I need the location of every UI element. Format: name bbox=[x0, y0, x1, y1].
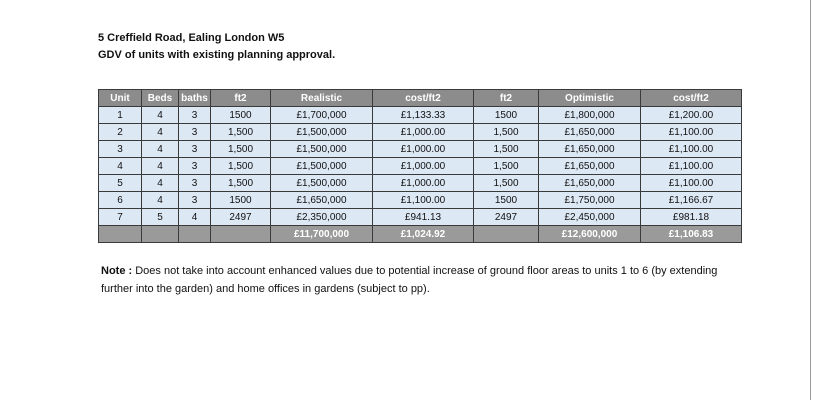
cell-optimistic: £1,650,000 bbox=[539, 141, 641, 158]
cell-optimistic-ft2: 2497 bbox=[474, 209, 539, 226]
cell-beds: 4 bbox=[142, 124, 179, 141]
table-row bbox=[99, 192, 742, 209]
table-row bbox=[99, 209, 742, 226]
cell-realistic-cost: £1,000.00 bbox=[373, 124, 474, 141]
cell-ft2: 1,500 bbox=[211, 141, 271, 158]
column-header-realistic: Realistic bbox=[271, 90, 373, 107]
cell-optimistic-cost: £1,100.00 bbox=[641, 124, 742, 141]
cell-optimistic: £1,750,000 bbox=[539, 192, 641, 209]
cell-baths: 3 bbox=[179, 107, 211, 124]
cell-ft2: 1500 bbox=[211, 107, 271, 124]
cell-realistic-cost: £1,000.00 bbox=[373, 175, 474, 192]
cell-optimistic: £1,650,000 bbox=[539, 124, 641, 141]
cell-unit: 7 bbox=[99, 209, 142, 226]
cell-optimistic-cost: £981.18 bbox=[641, 209, 742, 226]
total-realistic: £11,700,000 bbox=[271, 226, 373, 243]
cell-realistic: £1,500,000 bbox=[271, 175, 373, 192]
table-header-row bbox=[99, 90, 742, 107]
cell-realistic: £1,650,000 bbox=[271, 192, 373, 209]
cell-unit: 6 bbox=[99, 192, 142, 209]
cell-optimistic-ft2: 1,500 bbox=[474, 158, 539, 175]
cell-optimistic: £1,650,000 bbox=[539, 158, 641, 175]
footnote bbox=[101, 262, 751, 298]
total-cell-unit bbox=[99, 226, 142, 243]
cell-optimistic: £2,450,000 bbox=[539, 209, 641, 226]
cell-baths: 3 bbox=[179, 124, 211, 141]
total-cell-beds bbox=[142, 226, 179, 243]
column-header-optimistic: Optimistic bbox=[539, 90, 641, 107]
cell-beds: 4 bbox=[142, 158, 179, 175]
cell-unit: 4 bbox=[99, 158, 142, 175]
total-cell-baths bbox=[179, 226, 211, 243]
total-cell-optimistic-ft2 bbox=[474, 226, 539, 243]
total-cell-ft2 bbox=[211, 226, 271, 243]
cell-optimistic-cost: £1,100.00 bbox=[641, 141, 742, 158]
cell-realistic-cost: £1,000.00 bbox=[373, 158, 474, 175]
column-header-unit: Unit bbox=[99, 90, 142, 107]
cell-optimistic-ft2: 1,500 bbox=[474, 141, 539, 158]
cell-realistic: £1,700,000 bbox=[271, 107, 373, 124]
cell-beds: 4 bbox=[142, 175, 179, 192]
page-edge-rule bbox=[810, 0, 811, 400]
table-row bbox=[99, 175, 742, 192]
cell-realistic: £1,500,000 bbox=[271, 158, 373, 175]
column-header-baths: baths bbox=[179, 90, 211, 107]
cell-ft2: 1500 bbox=[211, 192, 271, 209]
cell-optimistic-ft2: 1,500 bbox=[474, 175, 539, 192]
table-row bbox=[99, 124, 742, 141]
note-label: Note : bbox=[101, 265, 133, 277]
cell-beds: 4 bbox=[142, 107, 179, 124]
cell-beds: 4 bbox=[142, 141, 179, 158]
cell-optimistic: £1,800,000 bbox=[539, 107, 641, 124]
cell-optimistic-ft2: 1500 bbox=[474, 107, 539, 124]
totals-row bbox=[99, 226, 742, 243]
column-header-optimistic-ft2: ft2 bbox=[474, 90, 539, 107]
cell-optimistic-cost: £1,200.00 bbox=[641, 107, 742, 124]
column-header-optimistic-cost-per-ft2: cost/ft2 bbox=[641, 90, 742, 107]
cell-realistic-cost: £1,000.00 bbox=[373, 141, 474, 158]
cell-optimistic-ft2: 1500 bbox=[474, 192, 539, 209]
cell-ft2: 1,500 bbox=[211, 158, 271, 175]
cell-realistic: £2,350,000 bbox=[271, 209, 373, 226]
cell-unit: 3 bbox=[99, 141, 142, 158]
average-realistic-cost-per-ft2: £1,024.92 bbox=[373, 226, 474, 243]
cell-optimistic-cost: £1,166.67 bbox=[641, 192, 742, 209]
cell-beds: 4 bbox=[142, 192, 179, 209]
cell-unit: 5 bbox=[99, 175, 142, 192]
cell-baths: 3 bbox=[179, 141, 211, 158]
table-row bbox=[99, 141, 742, 158]
cell-ft2: 1,500 bbox=[211, 175, 271, 192]
cell-baths: 3 bbox=[179, 175, 211, 192]
cell-realistic: £1,500,000 bbox=[271, 124, 373, 141]
total-optimistic: £12,600,000 bbox=[539, 226, 641, 243]
cell-baths: 4 bbox=[179, 209, 211, 226]
cell-realistic-cost: £1,100.00 bbox=[373, 192, 474, 209]
table-row bbox=[99, 107, 742, 124]
cell-optimistic: £1,650,000 bbox=[539, 175, 641, 192]
cell-unit: 2 bbox=[99, 124, 142, 141]
cell-ft2: 1,500 bbox=[211, 124, 271, 141]
document-title: 5 Creffield Road, Ealing London W5 bbox=[98, 32, 285, 44]
cell-realistic-cost: £1,133.33 bbox=[373, 107, 474, 124]
column-header-beds: Beds bbox=[142, 90, 179, 107]
column-header-realistic-cost-per-ft2: cost/ft2 bbox=[373, 90, 474, 107]
cell-realistic: £1,500,000 bbox=[271, 141, 373, 158]
cell-beds: 5 bbox=[142, 209, 179, 226]
column-header-ft2: ft2 bbox=[211, 90, 271, 107]
average-optimistic-cost-per-ft2: £1,106.83 bbox=[641, 226, 742, 243]
cell-optimistic-cost: £1,100.00 bbox=[641, 158, 742, 175]
document-subtitle: GDV of units with existing planning approval. bbox=[98, 49, 336, 61]
cell-optimistic-ft2: 1,500 bbox=[474, 124, 539, 141]
document-heading bbox=[98, 30, 335, 64]
note-text: Does not take into account enhanced values due to potential increase of ground floor areas to units 1 to 6 (by extending further into the garden) and home offices in gardens (subject to pp). bbox=[101, 265, 718, 295]
cell-ft2: 2497 bbox=[211, 209, 271, 226]
cell-optimistic-cost: £1,100.00 bbox=[641, 175, 742, 192]
cell-realistic-cost: £941.13 bbox=[373, 209, 474, 226]
gdv-table bbox=[98, 89, 742, 243]
cell-unit: 1 bbox=[99, 107, 142, 124]
cell-baths: 3 bbox=[179, 158, 211, 175]
cell-baths: 3 bbox=[179, 192, 211, 209]
table-row bbox=[99, 158, 742, 175]
